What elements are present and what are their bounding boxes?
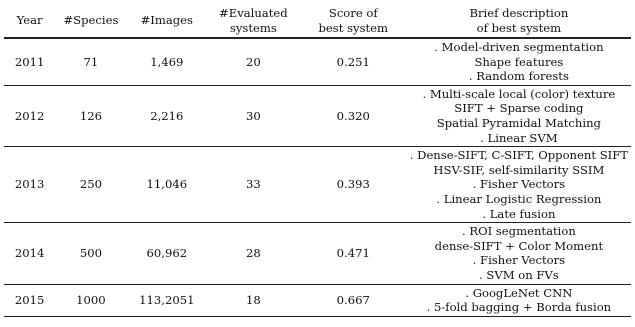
table-row xyxy=(4,38,631,85)
cell-images: 60,962 xyxy=(146,246,188,261)
cell-species: 71 xyxy=(83,54,99,69)
description-line: . Dense-SIFT, C-SIFT, Opponent SIFT xyxy=(409,148,628,163)
header-year-line: Year xyxy=(16,13,43,28)
header-score xyxy=(300,4,407,38)
header-species-line: #Species xyxy=(63,13,119,28)
table-row xyxy=(4,85,631,146)
description-line: SIFT + Sparse coding xyxy=(454,101,584,116)
description-line: . GoogLeNet CNN xyxy=(465,285,573,300)
header-row xyxy=(4,4,631,38)
table-body xyxy=(4,38,631,316)
header-year xyxy=(4,4,55,38)
table-row xyxy=(4,147,631,223)
description-line: . Model-driven segmentation xyxy=(434,40,604,54)
cell-score: 0.393 xyxy=(336,177,370,192)
description-line: . Multi-scale local (color) texture xyxy=(422,86,616,101)
cell-year: 2013 xyxy=(14,177,45,192)
description-line: . Linear SVM xyxy=(480,130,558,145)
cell-evaluated: 18 xyxy=(245,292,261,307)
cell-score: 0.320 xyxy=(336,108,370,123)
cell-evaluated: 28 xyxy=(245,246,261,261)
header-evaluated-line-1: #Evaluated xyxy=(219,5,288,20)
cell-images: 113,2051 xyxy=(139,292,195,307)
cell-species: 126 xyxy=(79,108,102,123)
cell-species: 250 xyxy=(79,177,102,192)
table-row xyxy=(4,223,631,284)
description-line: . SVM on FVs xyxy=(479,267,559,282)
cell-species: 1000 xyxy=(76,292,106,307)
header-evaluated-line-2: systems xyxy=(229,20,277,35)
table-header xyxy=(4,4,631,38)
description-line: HSV-SIF, self-similarity SSIM xyxy=(433,162,605,177)
description-line: . Fisher Vectors xyxy=(472,253,566,268)
header-description-line-2: of best system xyxy=(476,20,562,35)
header-images-line: #Images xyxy=(140,13,193,28)
cell-description xyxy=(407,147,631,223)
cell-description xyxy=(407,223,631,284)
description-line: . Linear Logistic Regression xyxy=(436,191,602,206)
cell-score: 0.471 xyxy=(336,246,370,261)
cell-score: 0.667 xyxy=(336,292,370,307)
results-table xyxy=(4,4,631,317)
cell-year: 2015 xyxy=(14,292,45,307)
cell-images: 11,046 xyxy=(146,177,188,192)
description-line: Spatial Pyramidal Matching xyxy=(436,115,601,130)
header-evaluated xyxy=(207,4,300,38)
description-line: . Random forests xyxy=(468,69,569,84)
header-species xyxy=(55,4,126,38)
cell-evaluated: 20 xyxy=(245,54,261,69)
header-description-line-1: Brief description xyxy=(469,5,569,20)
cell-year: 2011 xyxy=(14,54,45,69)
cell-description xyxy=(407,85,631,146)
header-score-line-1: Score of xyxy=(328,5,378,20)
cell-evaluated: 30 xyxy=(245,108,261,123)
cell-description xyxy=(407,38,631,85)
description-line: Shape features xyxy=(474,54,564,69)
cell-score: 0.251 xyxy=(336,54,370,69)
header-score-line-2: best system xyxy=(318,20,389,35)
cell-evaluated: 33 xyxy=(245,177,261,192)
description-line: . ROI segmentation xyxy=(461,224,576,239)
description-line: . 5-fold bagging + Borda fusion xyxy=(426,300,612,315)
description-line: dense-SIFT + Color Moment xyxy=(434,238,604,253)
cell-year: 2012 xyxy=(14,108,45,123)
cell-description xyxy=(407,284,631,316)
description-line: . Late fusion xyxy=(482,206,556,221)
cell-species: 500 xyxy=(79,246,102,261)
header-description xyxy=(407,4,631,38)
header-images xyxy=(127,4,207,38)
cell-images: 1,469 xyxy=(150,54,184,69)
description-line: . Fisher Vectors xyxy=(472,177,566,192)
table-row xyxy=(4,284,631,316)
cell-year: 2014 xyxy=(14,246,45,261)
cell-images: 2,216 xyxy=(150,108,184,123)
